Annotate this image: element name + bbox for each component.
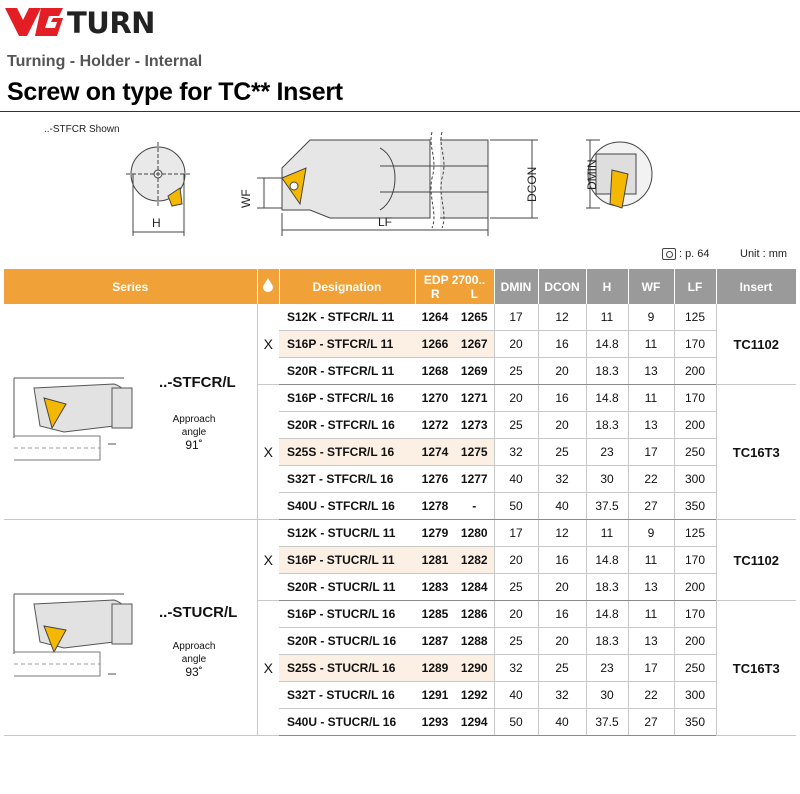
edp-r-cell: 1276 bbox=[415, 466, 455, 493]
header-wf: WF bbox=[628, 269, 674, 304]
dmin-cell: 32 bbox=[494, 439, 538, 466]
lf-cell: 170 bbox=[674, 601, 716, 628]
h-cell: 18.3 bbox=[586, 574, 628, 601]
dcon-cell: 16 bbox=[538, 601, 586, 628]
page-ref-icon bbox=[662, 248, 676, 260]
header-insert: Insert bbox=[716, 269, 796, 304]
edp-r-cell: 1272 bbox=[415, 412, 455, 439]
edp-l-cell: 1284 bbox=[455, 574, 494, 601]
designation-cell: S16P - STUCR/L 16 bbox=[279, 601, 415, 628]
edp-l-cell: 1286 bbox=[455, 601, 494, 628]
dmin-cell: 25 bbox=[494, 574, 538, 601]
spec-table bbox=[4, 269, 797, 736]
edp-l-cell: 1275 bbox=[455, 439, 494, 466]
wf-cell: 11 bbox=[628, 331, 674, 358]
dcon-cell: 32 bbox=[538, 682, 586, 709]
header-dcon: DCON bbox=[538, 269, 586, 304]
approach-angle: Approach angle 91˚ bbox=[172, 413, 216, 452]
h-cell: 30 bbox=[586, 466, 628, 493]
breadcrumb: Turning - Holder - Internal bbox=[7, 53, 203, 70]
insert-cell: TC16T3 bbox=[716, 385, 796, 520]
dmin-cell: 25 bbox=[494, 358, 538, 385]
insert-cell: TC1102 bbox=[716, 304, 796, 385]
header-h: H bbox=[586, 269, 628, 304]
series-diagram bbox=[4, 524, 154, 732]
approach-angle: Approach angle 93˚ bbox=[172, 640, 216, 679]
dcon-cell: 12 bbox=[538, 304, 586, 331]
lf-cell: 125 bbox=[674, 304, 716, 331]
edp-l-cell: 1294 bbox=[455, 709, 494, 736]
dim-label-h: H bbox=[152, 216, 161, 230]
droplet-icon bbox=[263, 278, 273, 292]
h-cell: 14.8 bbox=[586, 331, 628, 358]
dcon-cell: 12 bbox=[538, 520, 586, 547]
coolant-mark: X bbox=[257, 520, 279, 601]
designation-cell: S20R - STFCR/L 11 bbox=[279, 358, 415, 385]
dim-label-lf: LF bbox=[378, 215, 393, 229]
dmin-cell: 50 bbox=[494, 709, 538, 736]
designation-cell: S12K - STUCR/L 11 bbox=[279, 520, 415, 547]
dmin-cell: 25 bbox=[494, 628, 538, 655]
designation-cell: S40U - STFCR/L 16 bbox=[279, 493, 415, 520]
dim-label-dmin: DMIN bbox=[585, 159, 599, 190]
lf-cell: 250 bbox=[674, 655, 716, 682]
edp-r-cell: 1293 bbox=[415, 709, 455, 736]
dim-label-dcon: DCON bbox=[525, 166, 539, 202]
title-divider bbox=[0, 111, 800, 112]
dcon-cell: 20 bbox=[538, 358, 586, 385]
side-view bbox=[257, 132, 538, 236]
designation-cell: S25S - STFCR/L 16 bbox=[279, 439, 415, 466]
series-cell bbox=[4, 304, 257, 520]
coolant-mark: X bbox=[257, 304, 279, 385]
edp-r-cell: 1266 bbox=[415, 331, 455, 358]
dcon-cell: 32 bbox=[538, 466, 586, 493]
h-cell: 14.8 bbox=[586, 385, 628, 412]
wf-cell: 27 bbox=[628, 493, 674, 520]
wf-cell: 27 bbox=[628, 709, 674, 736]
dcon-cell: 20 bbox=[538, 574, 586, 601]
page-title: Screw on type for TC** Insert bbox=[7, 78, 343, 106]
dcon-cell: 40 bbox=[538, 493, 586, 520]
edp-l-cell: 1277 bbox=[455, 466, 494, 493]
dcon-cell: 16 bbox=[538, 331, 586, 358]
h-cell: 37.5 bbox=[586, 709, 628, 736]
page-reference: : p. 64 bbox=[662, 248, 710, 260]
dcon-cell: 20 bbox=[538, 412, 586, 439]
dmin-cell: 17 bbox=[494, 520, 538, 547]
dcon-cell: 16 bbox=[538, 547, 586, 574]
lf-cell: 200 bbox=[674, 412, 716, 439]
h-cell: 23 bbox=[586, 655, 628, 682]
h-cell: 14.8 bbox=[586, 601, 628, 628]
designation-cell: S40U - STUCR/L 16 bbox=[279, 709, 415, 736]
lf-cell: 200 bbox=[674, 628, 716, 655]
technical-drawing bbox=[0, 118, 800, 248]
dcon-cell: 25 bbox=[538, 655, 586, 682]
unit-label: Unit : mm bbox=[740, 248, 788, 260]
edp-l-cell: 1271 bbox=[455, 385, 494, 412]
edp-r-cell: 1285 bbox=[415, 601, 455, 628]
series-name: ..-STFCR/L bbox=[159, 373, 236, 391]
dmin-cell: 40 bbox=[494, 466, 538, 493]
designation-cell: S12K - STFCR/L 11 bbox=[279, 304, 415, 331]
dmin-cell: 17 bbox=[494, 304, 538, 331]
edp-r-cell: 1287 bbox=[415, 628, 455, 655]
coolant-mark: X bbox=[257, 601, 279, 736]
series-cell bbox=[4, 520, 257, 736]
wf-cell: 22 bbox=[628, 682, 674, 709]
lf-cell: 170 bbox=[674, 331, 716, 358]
designation-cell: S16P - STFCR/L 16 bbox=[279, 385, 415, 412]
dcon-cell: 20 bbox=[538, 628, 586, 655]
edp-r-cell: 1270 bbox=[415, 385, 455, 412]
series-name: ..-STUCR/L bbox=[159, 603, 238, 621]
edp-r-cell: 1264 bbox=[415, 304, 455, 331]
h-cell: 23 bbox=[586, 439, 628, 466]
wf-cell: 13 bbox=[628, 358, 674, 385]
edp-r-cell: 1281 bbox=[415, 547, 455, 574]
brand-logo bbox=[5, 6, 220, 38]
lf-cell: 200 bbox=[674, 574, 716, 601]
edp-l-cell: 1290 bbox=[455, 655, 494, 682]
edp-l-cell: 1273 bbox=[455, 412, 494, 439]
designation-cell: S20R - STFCR/L 16 bbox=[279, 412, 415, 439]
edp-r-cell: 1289 bbox=[415, 655, 455, 682]
lf-cell: 350 bbox=[674, 493, 716, 520]
table-row bbox=[4, 520, 796, 547]
shown-note: ..-STFCR Shown bbox=[44, 124, 120, 135]
dmin-cell: 20 bbox=[494, 547, 538, 574]
brand-name: TURN bbox=[67, 6, 155, 40]
series-diagram bbox=[4, 308, 154, 516]
dmin-cell: 50 bbox=[494, 493, 538, 520]
edp-l-cell: 1288 bbox=[455, 628, 494, 655]
h-cell: 30 bbox=[586, 682, 628, 709]
edp-l-cell: 1282 bbox=[455, 547, 494, 574]
dcon-cell: 16 bbox=[538, 385, 586, 412]
header-dmin: DMIN bbox=[494, 269, 538, 304]
header-designation: Designation bbox=[279, 269, 415, 304]
wf-cell: 17 bbox=[628, 439, 674, 466]
table-row bbox=[4, 304, 796, 331]
wf-cell: 9 bbox=[628, 304, 674, 331]
wf-cell: 11 bbox=[628, 547, 674, 574]
yg-logo-mark bbox=[5, 6, 65, 38]
h-cell: 11 bbox=[586, 304, 628, 331]
insert-cell: TC16T3 bbox=[716, 601, 796, 736]
h-cell: 14.8 bbox=[586, 547, 628, 574]
lf-cell: 350 bbox=[674, 709, 716, 736]
designation-cell: S16P - STUCR/L 11 bbox=[279, 547, 415, 574]
edp-r-cell: 1279 bbox=[415, 520, 455, 547]
wf-cell: 9 bbox=[628, 520, 674, 547]
dmin-cell: 20 bbox=[494, 601, 538, 628]
header-coolant bbox=[257, 269, 279, 304]
header-lf: LF bbox=[674, 269, 716, 304]
wf-cell: 13 bbox=[628, 574, 674, 601]
dcon-cell: 25 bbox=[538, 439, 586, 466]
lf-cell: 300 bbox=[674, 466, 716, 493]
designation-cell: S20R - STUCR/L 16 bbox=[279, 628, 415, 655]
wf-cell: 13 bbox=[628, 412, 674, 439]
coolant-mark: X bbox=[257, 385, 279, 520]
edp-r-cell: 1268 bbox=[415, 358, 455, 385]
edp-l-cell: 1267 bbox=[455, 331, 494, 358]
edp-r-cell: 1283 bbox=[415, 574, 455, 601]
h-cell: 18.3 bbox=[586, 358, 628, 385]
table-header bbox=[4, 269, 796, 304]
dmin-cell: 20 bbox=[494, 331, 538, 358]
lf-cell: 250 bbox=[674, 439, 716, 466]
designation-cell: S16P - STFCR/L 11 bbox=[279, 331, 415, 358]
edp-l-cell: 1292 bbox=[455, 682, 494, 709]
wf-cell: 11 bbox=[628, 385, 674, 412]
dmin-cell: 32 bbox=[494, 655, 538, 682]
edp-r-cell: 1274 bbox=[415, 439, 455, 466]
edp-l-cell: 1265 bbox=[455, 304, 494, 331]
edp-l-cell: 1269 bbox=[455, 358, 494, 385]
dim-label-wf: WF bbox=[239, 189, 253, 208]
h-cell: 18.3 bbox=[586, 628, 628, 655]
wf-cell: 22 bbox=[628, 466, 674, 493]
wf-cell: 13 bbox=[628, 628, 674, 655]
lf-cell: 170 bbox=[674, 547, 716, 574]
dmin-cell: 20 bbox=[494, 385, 538, 412]
header-edp: EDP 2700.. R L bbox=[415, 269, 494, 304]
designation-cell: S20R - STUCR/L 11 bbox=[279, 574, 415, 601]
edp-l-cell: - bbox=[455, 493, 494, 520]
designation-cell: S32T - STFCR/L 16 bbox=[279, 466, 415, 493]
wf-cell: 17 bbox=[628, 655, 674, 682]
dmin-cell: 40 bbox=[494, 682, 538, 709]
lf-cell: 170 bbox=[674, 385, 716, 412]
h-cell: 11 bbox=[586, 520, 628, 547]
insert-cell: TC1102 bbox=[716, 520, 796, 601]
header-series: Series bbox=[4, 269, 257, 304]
designation-cell: S32T - STUCR/L 16 bbox=[279, 682, 415, 709]
dcon-cell: 40 bbox=[538, 709, 586, 736]
designation-cell: S25S - STUCR/L 16 bbox=[279, 655, 415, 682]
h-cell: 18.3 bbox=[586, 412, 628, 439]
lf-cell: 200 bbox=[674, 358, 716, 385]
edp-l-cell: 1280 bbox=[455, 520, 494, 547]
dmin-cell: 25 bbox=[494, 412, 538, 439]
lf-cell: 125 bbox=[674, 520, 716, 547]
edp-r-cell: 1278 bbox=[415, 493, 455, 520]
wf-cell: 11 bbox=[628, 601, 674, 628]
h-cell: 37.5 bbox=[586, 493, 628, 520]
lf-cell: 300 bbox=[674, 682, 716, 709]
page-ref-text: p. 64 bbox=[685, 248, 710, 260]
edp-r-cell: 1291 bbox=[415, 682, 455, 709]
